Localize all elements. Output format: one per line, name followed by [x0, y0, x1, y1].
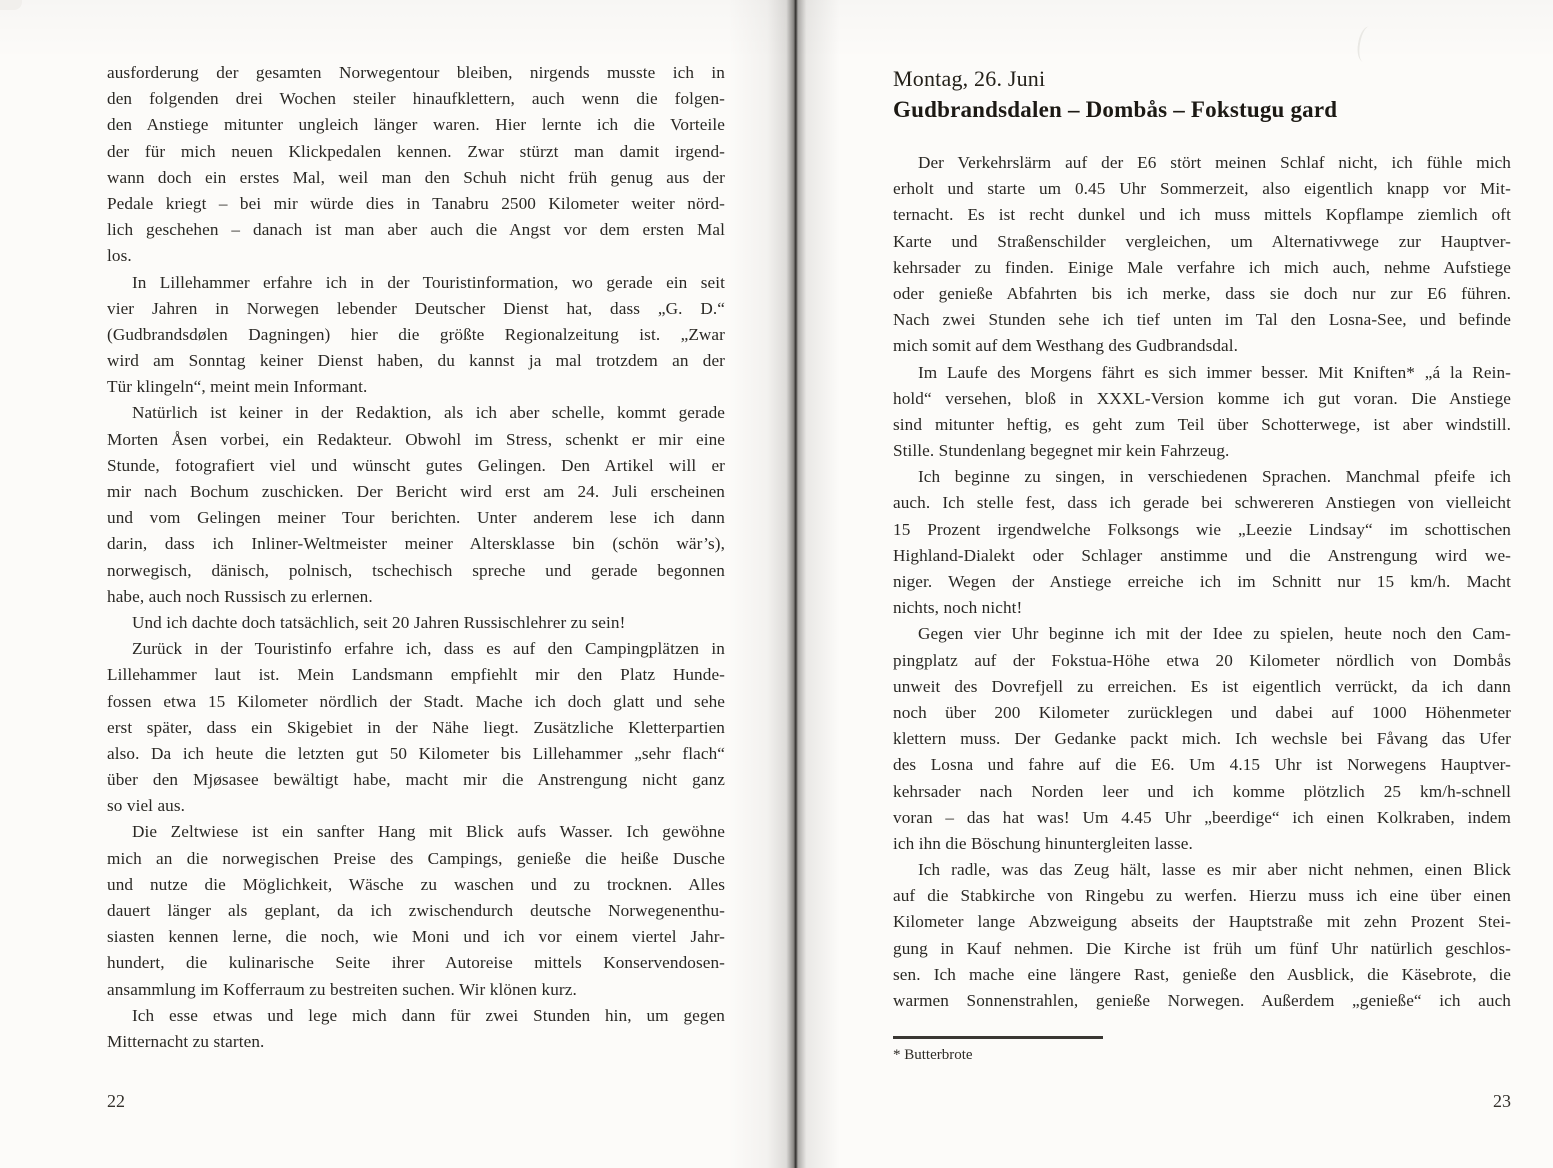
footnote-text: * Butterbrote — [893, 1047, 973, 1063]
text-line: Kilometer lange Abzweigung abseits der Hauptstraße mit zehn Prozent Stei- — [893, 912, 1511, 932]
text-line: auf die Stabkirche von Ringebu zu werfen. Hierzu muss ich eine über einen — [893, 886, 1511, 906]
text-paragraph — [893, 464, 1511, 621]
text-paragraph — [107, 270, 725, 401]
text-line: ternacht. Es ist recht dunkel und ich muss mittels Kopflampe ziemlich oft — [893, 205, 1511, 225]
text-line: warmen Sonnenstrahlen, genieße Norwegen. Außerdem „genieße“ ich auch — [893, 991, 1511, 1010]
text-line: Im Laufe des Morgens fährt es sich immer besser. Mit Kniften* „á la Rein- — [917, 362, 1511, 382]
text-line: oder genieße Abfahrten bis ich merke, dass sie doch nur zur E6 führen. — [893, 283, 1511, 303]
footnote — [893, 1036, 1513, 1064]
text-line: norwegisch, dänisch, polnisch, tschechisch spreche und gerade begonnen — [107, 560, 725, 580]
text-line: so viel aus. — [107, 796, 186, 816]
left-text-column — [107, 60, 725, 1055]
text-line: vier Jahren in Norwegen lebender Deutscher Dienst hat, dass „G. D.“ — [107, 298, 725, 318]
text-line: Gegen vier Uhr beginne ich mit der Idee zu spielen, heute noch den Cam- — [917, 624, 1511, 644]
text-line: voran – das hat was! Um 4.45 Uhr „beerdige“ ich einen Kolkraben, indem — [893, 807, 1511, 827]
text-line: Stunde, fotografiert viel und wünscht gutes Gelingen. Den Artikel will er — [107, 455, 725, 475]
text-line: Der Verkehrslärm auf der E6 stört meinen Schlaf nicht, ich fühle mich — [917, 153, 1511, 172]
text-line: den folgenden drei Wochen steiler hinaufklettern, auch wenn die folgen- — [107, 89, 725, 109]
text-line: hold“ versehen, bloß in XXXL-Version komme ich gut voran. Die Anstiege — [893, 388, 1511, 408]
text-line: niger. Wegen der Anstiege erreiche ich im Schnitt nur 15 km/h. Macht — [893, 572, 1511, 591]
text-line: kehrsader zu finden. Einige Male verfahre ich mich auch, nehme Aufstiege — [893, 257, 1511, 277]
text-line: auch. Ich stelle fest, dass ich gerade bei schwereren Anstiegen von vielleicht — [893, 493, 1511, 513]
text-line: Pedale kriegt – bei mir würde dies in Tanabru 2500 Kilometer weiter nörd- — [107, 193, 725, 213]
text-line: mir nach Bochum zuschicken. Der Bericht wird erst am 24. Juli erscheinen — [107, 482, 725, 501]
text-line: und vom Gelingen meiner Tour berichten. Unter anderem lese ich dann — [107, 508, 725, 528]
chapter-date: Montag, 26. Juni — [893, 66, 1046, 91]
text-line: über den Mjøsasee bewältigt habe, macht mir die Anstrengung nicht ganz — [107, 770, 725, 790]
text-line: Und ich dachte doch tatsächlich, seit 20 Jahren Russischlehrer zu sein! — [131, 612, 626, 632]
text-paragraph — [107, 610, 725, 636]
text-paragraph — [107, 60, 725, 270]
text-line: den Anstiege mitunter ungleich länger waren. Hier lernte ich die Vorteile — [107, 115, 725, 135]
text-line: mich somit auf dem Westhang des Gudbrandsdal. — [893, 336, 1239, 356]
text-line: siasten kennen lerne, die noch, wie Moni und ich vor einem viertel Jahr- — [107, 927, 725, 947]
text-paragraph — [107, 1003, 725, 1055]
text-line: Lillehammer laut ist. Mein Landsmann empfiehlt mir den Platz Hunde- — [107, 665, 725, 685]
text-line: der für mich neuen Klickpedalen kennen. Zwar stürzt man damit irgend- — [107, 141, 725, 161]
text-paragraph — [107, 819, 725, 1002]
text-line: ich ihn die Böschung hinuntergleiten lasse. — [893, 833, 1193, 853]
text-paragraph — [107, 636, 725, 819]
text-line: Ich radle, was das Zeug hält, lasse es mir aber nicht nehmen, einen Blick — [917, 860, 1511, 880]
text-line: darin, dass ich Inliner-Weltmeister meiner Altersklasse bin (schön wär’s), — [107, 534, 725, 554]
right-text-column — [893, 150, 1511, 1014]
text-line: wird am Sonntag keiner Dienst haben, du kannst ja mal trotzdem an der — [107, 351, 725, 371]
text-line: Ich esse etwas und lege mich dann für zwei Stunden hin, um gegen — [131, 1005, 725, 1025]
text-line: des Losna und fahre auf die E6. Um 4.15 Uhr ist Norwegens Hauptver- — [893, 755, 1511, 775]
text-line: also. Da ich heute die letzten gut 50 Kilometer bis Lillehammer „sehr flach“ — [107, 743, 725, 763]
page-number-right: 23 — [1493, 1091, 1511, 1111]
text-line: wann doch ein erstes Mal, weil man den Schuh nicht früh genug aus der — [107, 167, 725, 187]
text-line: erholt und starte um 0.45 Uhr Sommerzeit, also eigentlich knapp vor Mit- — [893, 179, 1511, 199]
text-line: los. — [107, 246, 132, 266]
text-paragraph — [107, 400, 725, 610]
text-line: mich an die norwegischen Preise des Campings, genieße die heiße Dusche — [107, 848, 725, 868]
text-line: klettern muss. Der Gedanke packt mich. Ich wechsle bei Fåvang das Ufer — [893, 729, 1511, 749]
text-line: Highland-Dialekt oder Schlager anstimme und die Anstrengung wird we- — [893, 545, 1511, 565]
text-line: habe, auch noch Russisch zu erlernen. — [107, 586, 373, 606]
text-line: Tür klingeln“, meint mein Informant. — [107, 377, 368, 397]
text-line: kehrsader nach Norden leer und ich komme plötzlich 25 km/h-schnell — [893, 781, 1511, 801]
page-right — [808, 0, 1553, 1168]
text-line: 15 Prozent irgendwelche Folksongs wie „Leezie Lindsay“ im schottischen — [893, 519, 1511, 539]
footnote-rule — [893, 1036, 1103, 1039]
text-paragraph — [893, 621, 1511, 857]
text-line: fossen etwa 15 Kilometer nördlich der Stadt. Mache ich doch glatt und sehe — [107, 691, 725, 711]
text-line: Zurück in der Touristinfo erfahre ich, dass es auf den Campingplätzen in — [131, 639, 725, 659]
text-line: pingplatz auf der Fokstua-Höhe etwa 20 Kilometer nördlich von Dombås — [893, 650, 1511, 670]
text-line: Mitternacht zu starten. — [107, 1031, 265, 1051]
text-line: unweit des Dovrefjell zu erreichen. Es ist eigentlich verrückt, da ich dann — [893, 676, 1511, 696]
text-line: (Gudbrandsdølen Dagningen) hier die größte Regionalzeitung ist. „Zwar — [107, 324, 725, 344]
text-line: hundert, die kulinarische Seite ihrer Autoreise mittels Konservendosen- — [107, 953, 725, 973]
text-line: Natürlich ist keiner in der Redaktion, als ich aber schelle, kommt gerade — [131, 403, 725, 423]
text-line: dauert länger als geplant, da ich zwischendurch deutsche Norwegenenthu- — [107, 901, 725, 920]
text-line: Die Zeltwiese ist ein sanfter Hang mit Blick aufs Wasser. Ich gewöhne — [131, 822, 725, 842]
text-paragraph — [893, 150, 1511, 360]
text-line: Morten Åsen vorbei, ein Redakteur. Obwohl im Stress, schenkt er mir eine — [107, 429, 725, 449]
text-line: gung in Kauf nehmen. Die Kirche ist früh um fünf Uhr natürlich geschlos- — [893, 938, 1511, 958]
text-paragraph — [893, 857, 1511, 1014]
text-line: sen. Ich mache eine längere Rast, genieße den Ausblick, die Käsebrote, die — [893, 964, 1511, 984]
text-line: sind mitunter heftig, es geht zum Teil über Schotterwege, ist aber windstill. — [893, 414, 1511, 434]
chapter-title: Gudbrandsdalen – Dombås – Fokstugu gard — [893, 97, 1338, 122]
text-line: Nach zwei Stunden sehe ich tief unten im Tal den Losna-See, und befinde — [893, 310, 1511, 330]
text-line: erst später, dass ein Skigebiet in der Nähe liegt. Zusätzliche Kletterpartien — [107, 717, 725, 737]
text-line: lich geschehen – danach ist man aber auch die Angst vor dem ersten Mal — [107, 220, 725, 240]
page-number-left: 22 — [107, 1091, 125, 1111]
text-line: noch über 200 Kilometer zurücklegen und dabei auf 1000 Höhenmeter — [893, 702, 1511, 722]
text-line: und nutze die Möglichkeit, Wäsche zu waschen und zu trocknen. Alles — [107, 874, 725, 894]
chapter-heading — [893, 64, 1513, 126]
text-line: Karte und Straßenschilder vergleichen, um Alternativwege zur Hauptver- — [893, 231, 1511, 251]
text-line: Stille. Stundenlang begegnet mir kein Fahrzeug. — [893, 441, 1230, 461]
text-line: ansammlung im Kofferraum zu bestreiten suchen. Wir klönen kurz. — [107, 979, 577, 999]
text-line: In Lillehammer erfahre ich in der Touristinformation, wo gerade ein seit — [131, 272, 725, 292]
text-line: ausforderung der gesamten Norwegentour bleiben, nirgends musste ich in — [107, 63, 725, 82]
text-line: Ich beginne zu singen, in verschiedenen Sprachen. Manchmal pfeife ich — [917, 467, 1511, 487]
text-paragraph — [893, 360, 1511, 465]
text-line: nichts, noch nicht! — [893, 598, 1023, 618]
